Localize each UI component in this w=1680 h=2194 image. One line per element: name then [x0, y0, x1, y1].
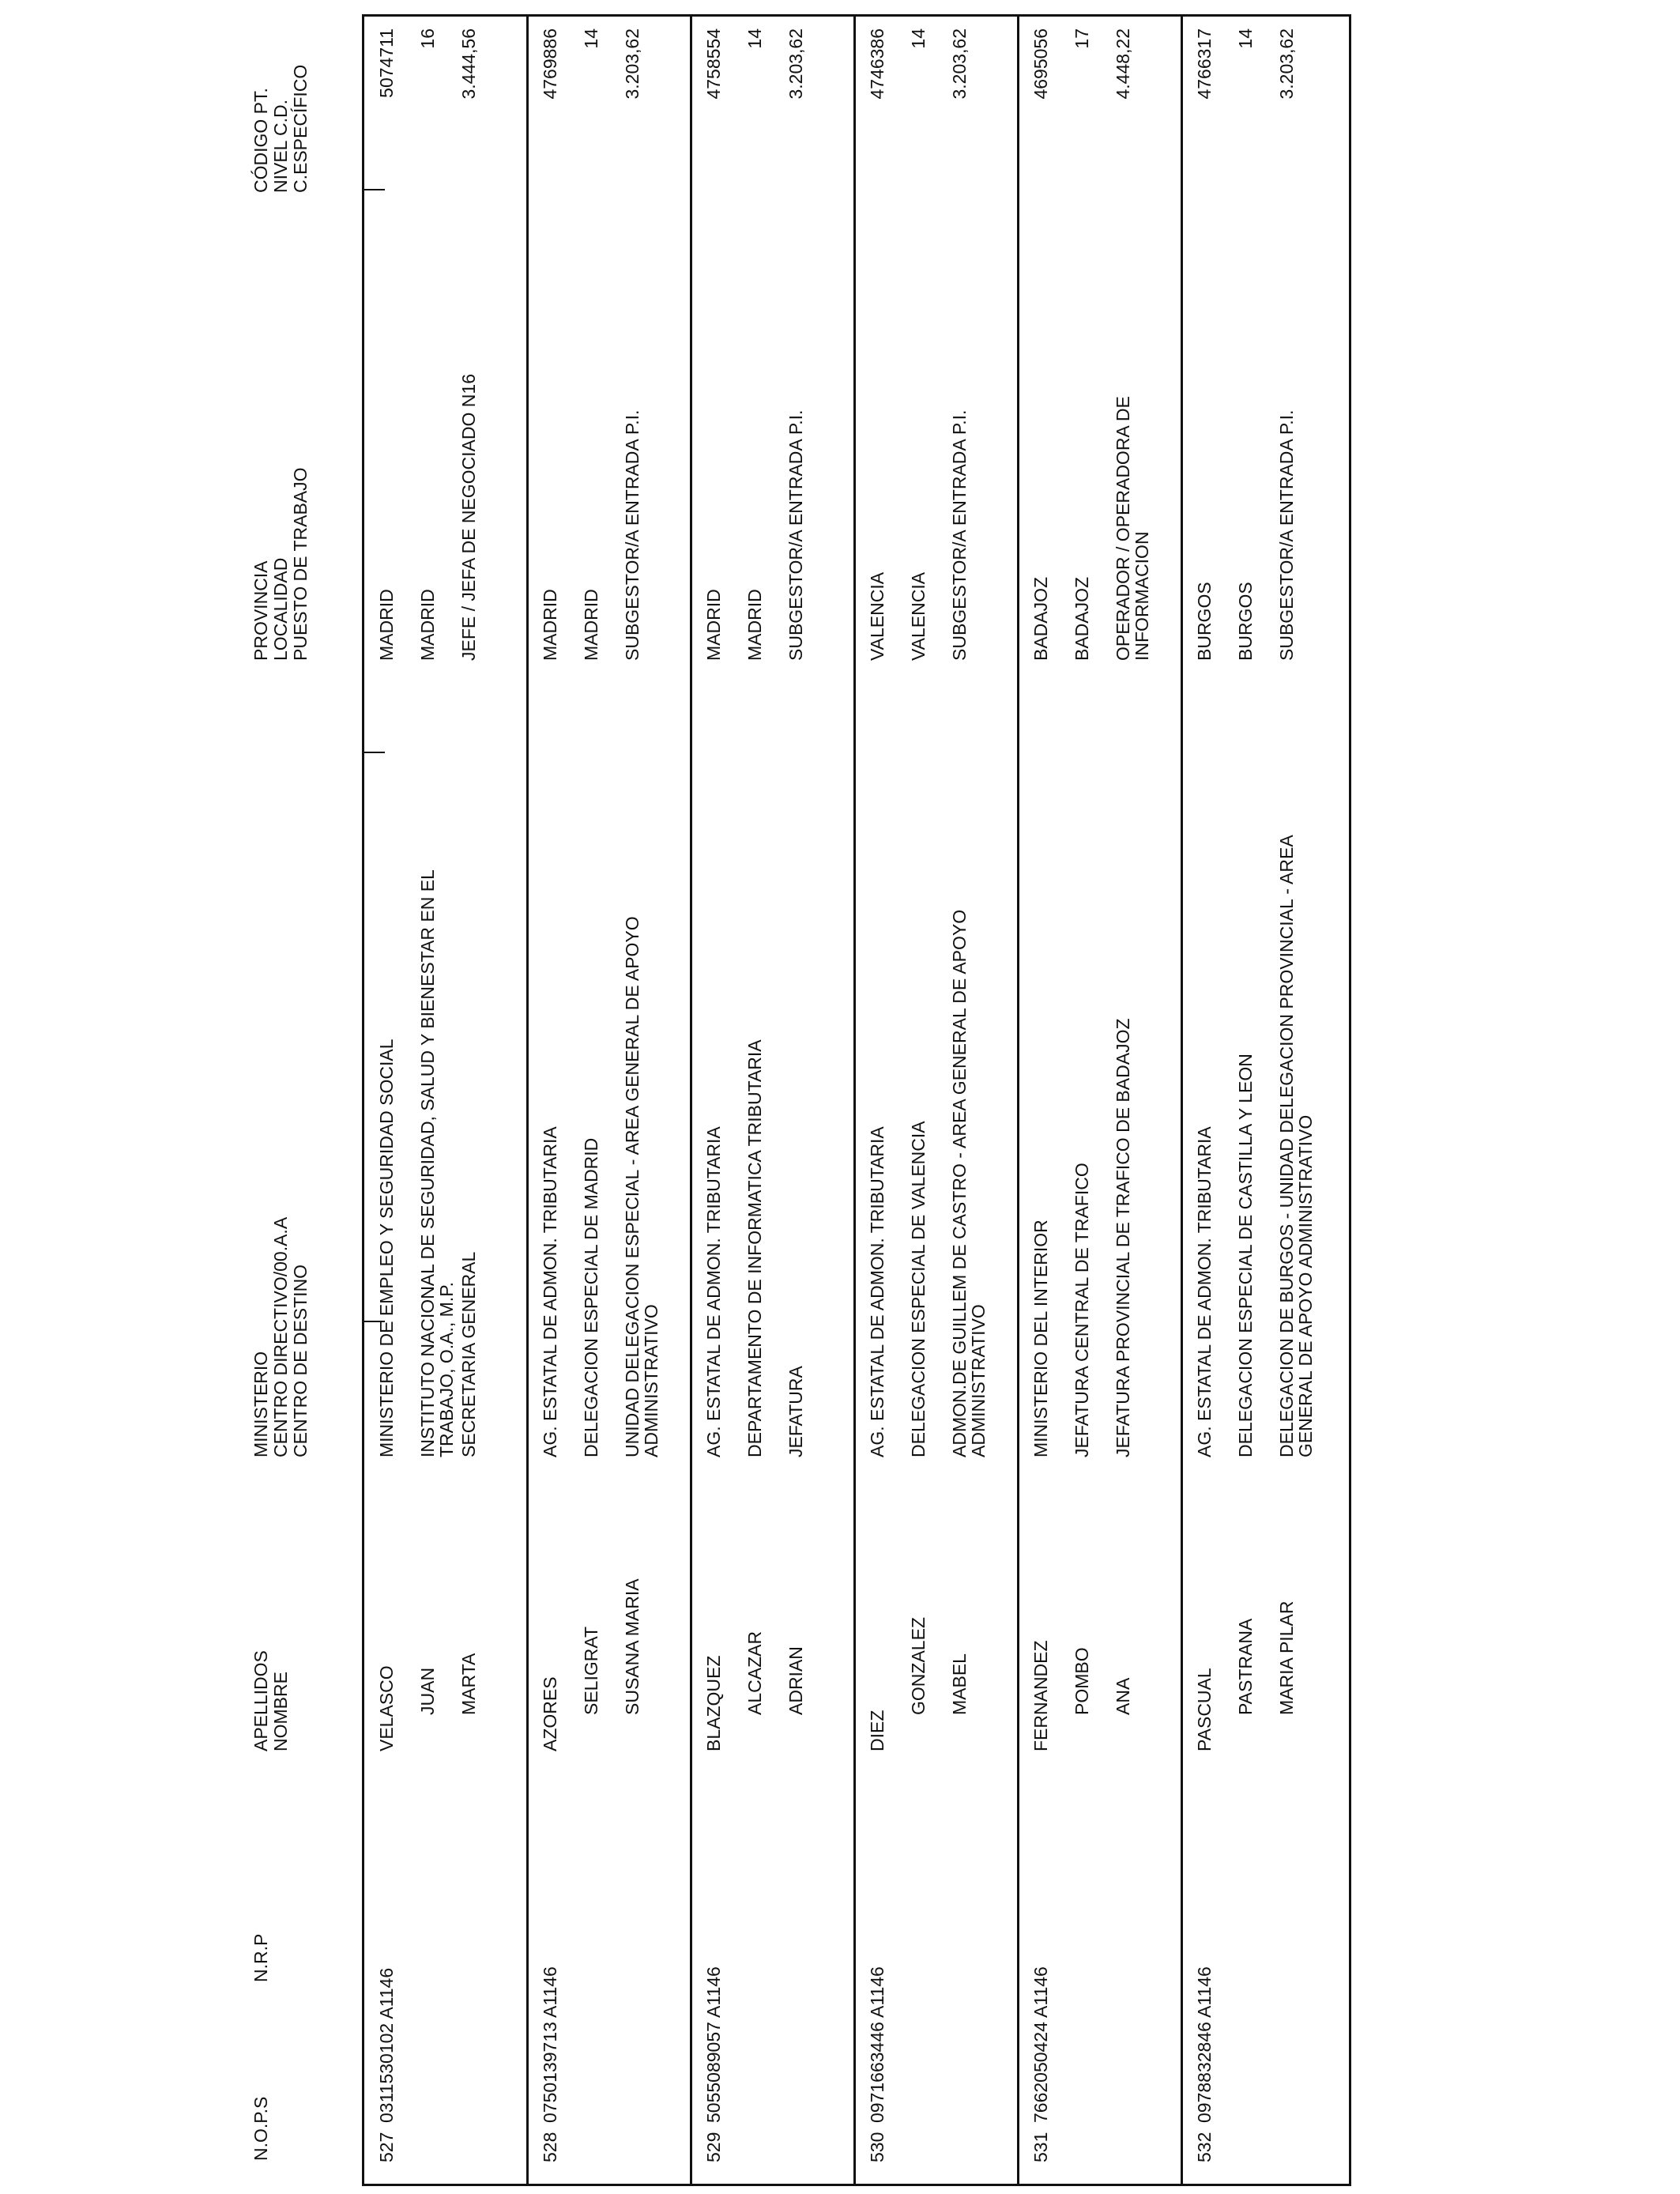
row-provincia: MADRID: [376, 589, 397, 661]
row-nrp: 7662050424 A1146: [1030, 1966, 1051, 2123]
row-provincia: BURGOS: [1194, 582, 1215, 661]
row-ministerio: AG. ESTATAL DE ADMON. TRIBUTARIA: [703, 1126, 724, 1457]
header-codigo-pt: CÓDIGO PT.: [250, 88, 271, 193]
row-ministerio: MINISTERIO DEL INTERIOR: [1030, 1220, 1051, 1457]
row-separator: [853, 17, 856, 2184]
row-especifico: 3.203,62: [622, 28, 642, 100]
row-centro-directivo: TRABAJO, O.A., M.P.: [436, 1282, 457, 1457]
row-puesto: SUBGESTOR/A ENTRADA P.I.: [949, 409, 970, 661]
row-separator: [526, 17, 529, 2184]
row-separator: [1017, 17, 1019, 2184]
row-localidad: VALENCIA: [908, 571, 929, 661]
header-provincia: PROVINCIA: [250, 560, 271, 661]
row-nivel: 14: [744, 28, 765, 49]
row-nrp: 0971663446 A1146: [867, 1966, 887, 2123]
header-puesto: PUESTO DE TRABAJO: [290, 467, 311, 661]
row-puesto: SUBGESTOR/A ENTRADA P.I.: [622, 409, 642, 661]
header-centro-directivo: CENTRO DIRECTIVO/00.A.A: [270, 1216, 291, 1457]
row-localidad: MADRID: [744, 589, 765, 661]
row-nivel: 16: [417, 28, 438, 49]
row-localidad: MADRID: [581, 589, 601, 661]
row-especifico: 3.203,62: [785, 28, 806, 100]
row-nrp: 0311530102 A1146: [376, 1967, 397, 2123]
row-ministerio: AG. ESTATAL DE ADMON. TRIBUTARIA: [867, 1126, 887, 1457]
row-apellido1: DIEZ: [867, 1710, 887, 1751]
row-separator: [1181, 17, 1183, 2184]
row-especifico: 3.444,56: [458, 28, 479, 100]
row-apellido2: ALCAZAR: [744, 1630, 765, 1715]
row-centro-destino: SECRETARIA GENERAL: [458, 1251, 479, 1457]
row-nivel: 17: [1072, 28, 1092, 49]
row-nops: 529: [703, 2132, 724, 2162]
row-nops: 532: [1194, 2132, 1215, 2162]
row-nrp: 0750139713 A1146: [540, 1966, 560, 2123]
header-apellidos: APELLIDOS: [250, 1650, 271, 1751]
row-apellido1: BLAZQUEZ: [703, 1655, 724, 1751]
row-centro-destino: DELEGACION DE BURGOS - UNIDAD DELEGACION PROVINCIAL - AREA: [1276, 835, 1297, 1457]
row-nrp: 0978832846 A1146: [1194, 1966, 1215, 2123]
frame-tick: [364, 752, 385, 753]
row-centro-destino: ADMINISTRATIVO: [641, 1304, 661, 1457]
row-ministerio: AG. ESTATAL DE ADMON. TRIBUTARIA: [540, 1126, 560, 1457]
row-nops: 530: [867, 2132, 887, 2162]
header-centro-destino: CENTRO DE DESTINO: [290, 1264, 311, 1457]
row-nombre: ADRIAN: [785, 1646, 806, 1715]
row-codigo-pt: 5074711: [376, 28, 397, 98]
row-nombre: MABEL: [949, 1653, 970, 1715]
row-centro-destino: JEFATURA PROVINCIAL DE TRAFICO DE BADAJOZ: [1113, 1018, 1133, 1457]
row-nops: 528: [540, 2132, 560, 2162]
row-centro-destino: ADMON.DE GUILLEM DE CASTRO - AREA GENERAL DE APOYO: [949, 909, 970, 1457]
row-codigo-pt: 4769886: [540, 28, 560, 100]
row-especifico: 4.448,22: [1113, 28, 1133, 100]
row-provincia: BADAJOZ: [1030, 576, 1051, 661]
row-apellido2: PASTRANA: [1235, 1618, 1256, 1715]
row-apellido1: AZORES: [540, 1676, 560, 1751]
row-centro-directivo: DELEGACION ESPECIAL DE CASTILLA Y LEON: [1235, 1054, 1256, 1457]
row-centro-directivo: DELEGACION ESPECIAL DE VALENCIA: [908, 1121, 929, 1457]
row-provincia: MADRID: [540, 589, 560, 661]
row-codigo-pt: 4746386: [867, 28, 887, 100]
row-apellido2: SELIGRAT: [581, 1626, 601, 1715]
row-nivel: 14: [581, 28, 601, 49]
row-centro-destino: ADMINISTRATIVO: [968, 1304, 989, 1457]
row-centro-destino: GENERAL DE APOYO ADMINISTRATIVO: [1295, 1114, 1316, 1457]
row-apellido1: VELASCO: [376, 1665, 397, 1751]
row-separator: [690, 17, 692, 2184]
row-ministerio: AG. ESTATAL DE ADMON. TRIBUTARIA: [1194, 1126, 1215, 1457]
row-localidad: BURGOS: [1235, 582, 1256, 661]
header-nivel: NIVEL C.D.: [270, 99, 291, 193]
row-localidad: MADRID: [417, 589, 438, 661]
row-nivel: 14: [1235, 28, 1256, 49]
row-centro-directivo: DEPARTAMENTO DE INFORMATICA TRIBUTARIA: [744, 1039, 765, 1457]
row-apellido1: PASCUAL: [1194, 1668, 1215, 1751]
table-frame: [362, 14, 1351, 2186]
row-centro-directivo: JEFATURA CENTRAL DE TRAFICO: [1072, 1163, 1092, 1457]
row-puesto: SUBGESTOR/A ENTRADA P.I.: [1276, 409, 1297, 661]
row-nombre: MARIA PILAR: [1276, 1600, 1297, 1715]
row-puesto: OPERADOR / OPERADORA DE: [1113, 396, 1133, 661]
row-codigo-pt: 4766317: [1194, 28, 1215, 100]
row-centro-destino: JEFATURA: [785, 1366, 806, 1457]
row-provincia: MADRID: [703, 589, 724, 661]
row-localidad: BADAJOZ: [1072, 576, 1092, 661]
header-nrp: N.R.P: [250, 1933, 271, 1982]
row-nombre: SUSANA MARIA: [622, 1578, 642, 1715]
row-centro-directivo: DELEGACION ESPECIAL DE MADRID: [581, 1137, 601, 1457]
row-nivel: 14: [908, 28, 929, 49]
row-apellido1: FERNANDEZ: [1030, 1640, 1051, 1751]
row-nops: 527: [376, 2132, 397, 2162]
row-apellido2: POMBO: [1072, 1647, 1092, 1715]
row-nops: 531: [1030, 2132, 1051, 2162]
header-especifico: C.ESPECÍFICO: [290, 64, 311, 193]
row-puesto: INFORMACION: [1132, 531, 1152, 661]
row-provincia: VALENCIA: [867, 571, 887, 661]
row-nrp: 5055089057 A1146: [703, 1966, 724, 2123]
row-centro-directivo: INSTITUTO NACIONAL DE SEGURIDAD, SALUD Y BIENESTAR EN EL: [417, 869, 438, 1457]
header-ministerio: MINISTERIO: [250, 1351, 271, 1457]
row-nombre: MARTA: [458, 1653, 479, 1715]
row-especifico: 3.203,62: [1276, 28, 1297, 100]
row-especifico: 3.203,62: [949, 28, 970, 100]
row-codigo-pt: 4758554: [703, 28, 724, 100]
row-codigo-pt: 4695056: [1030, 28, 1051, 100]
row-centro-destino: UNIDAD DELEGACION ESPECIAL - AREA GENERAL DE APOYO: [622, 916, 642, 1457]
row-puesto: JEFE / JEFA DE NEGOCIADO N16: [458, 374, 479, 661]
header-nops: N.O.P.S: [250, 2096, 271, 2161]
row-ministerio: MINISTERIO DE EMPLEO Y SEGURIDAD SOCIAL: [376, 1039, 397, 1457]
row-apellido2: JUAN: [417, 1667, 438, 1715]
header-localidad: LOCALIDAD: [270, 557, 291, 661]
row-apellido2: GONZALEZ: [908, 1617, 929, 1715]
row-nombre: ANA: [1113, 1677, 1133, 1715]
row-puesto: SUBGESTOR/A ENTRADA P.I.: [785, 409, 806, 661]
header-nombre: NOMBRE: [270, 1672, 291, 1751]
